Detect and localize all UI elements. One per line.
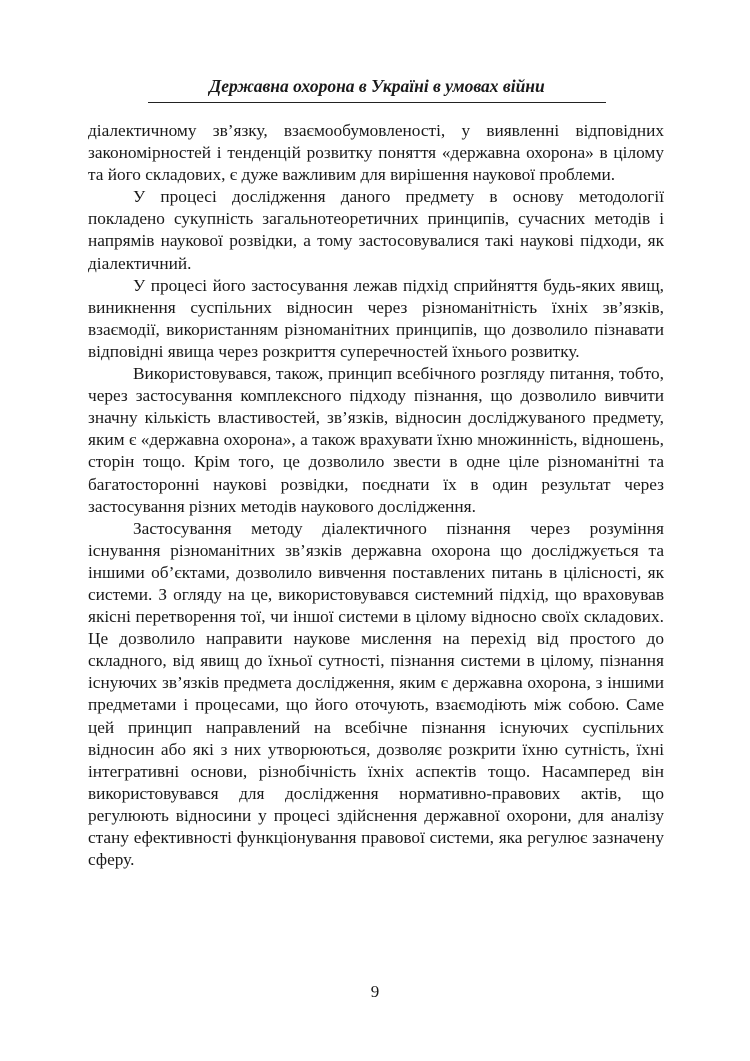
paragraph: У процесі його застосування лежав підхід сприйняття будь-яких явищ, виникнення суспільних відносин через різноманітність їхніх зв’язків, взаємодії, використанням різноманітних принципів, що дозволило пізнавати відповідні явища через розкриття суперечностей їхнього розвитку. [88,275,664,361]
running-header-title: Державна охорона в Україні в умовах війни [209,76,545,96]
paragraph: У процесі дослідження даного предмету в основу методології покладено сукупність загальнотеоретичних принципів, сучасних методів і напрямів наукової розвідки, а тому застосовувалися такі наукові підходи, як діалектичний. [88,187,664,273]
paragraph: Використовувався, також, принцип всебічного розгляду питання, тобто, через застосування комплексного підходу пізнання, що дозволило вивчити значну кількість властивостей, зв’язків, відносин досліджуваного предмету, яким є «державна охорона», а також врахувати їхню множинність, відношень, сторін тощо. Крім того, це дозволило звести в одне ціле різноманітні та багатосторонні наукові розвідки, поєднати їх в один результат через застосування різних методів наукового дослідження. [88,364,664,516]
paragraph-continuation: діалектичному зв’язку, взаємообумовленості, у виявленні відповідних закономірностей і тенденцій розвитку поняття «державна охорона» в цілому та його складових, є дуже важливим для вирішення наукової проблеми. [88,121,664,185]
header-rule [148,102,606,103]
body-text [88,120,664,871]
page-number: 9 [370,982,380,1001]
paragraph: Застосування методу діалектичного пізнання через розуміння існування різноманітних зв’язків державна охорона що досліджується та іншими об’єктами, дозволило вивчення поставлених питань в цілісності, як системи. З огляду на це, використовувався системний підхід, що враховував якісні перетворення тої, чи іншої системи в цілому відносно своїх складових. Це дозволило направити наукове мислення на перехід від простого до складного, від явищ до їхньої сутності, пізнання системи в цілому, пізнання існуючих зв’язків предмета дослідження, яким є державна охорона, з іншими предметами і процесами, що його оточують, взаємодіють між собою. Саме цей принцип направлений на всебічне пізнання існуючих суспільних відносин або які з них утворюються, дозволяє розкрити їхню сутність, їхні інтегративні основи, різнобічність їхніх аспектів тощо. Насамперед він використовувався для дослідження нормативно-правових актів, що регулюють відносини у процесі здійснення державної охорони, для аналізу стану ефективності функціонування правової системи, яка регулює зазначену сферу. [88,518,664,870]
